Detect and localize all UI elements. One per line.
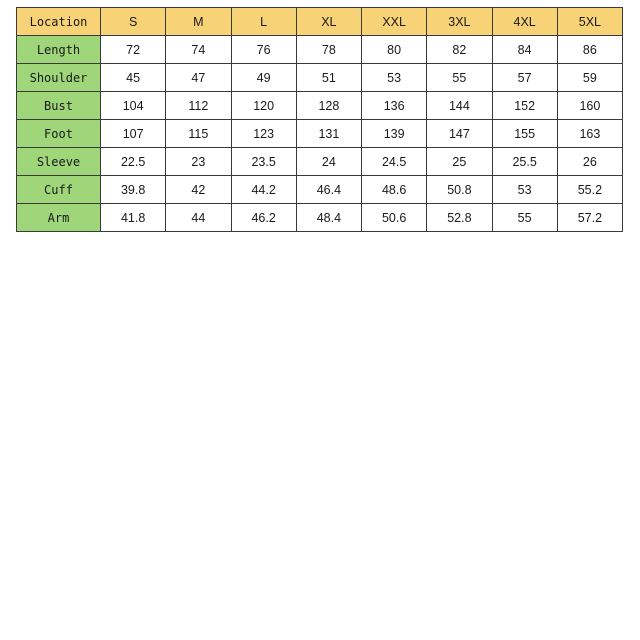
table-cell: 120	[231, 92, 296, 120]
table-cell: 48.6	[362, 176, 427, 204]
table-cell: 74	[166, 36, 231, 64]
table-cell: 39.8	[101, 176, 166, 204]
table-cell: 44	[166, 204, 231, 232]
table-cell: 23.5	[231, 148, 296, 176]
table-cell: 42	[166, 176, 231, 204]
table-cell: 49	[231, 64, 296, 92]
table-cell: 147	[427, 120, 492, 148]
size-header-row	[17, 8, 623, 36]
table-cell: 53	[492, 176, 557, 204]
row-label-sleeve: Sleeve	[17, 148, 101, 176]
table-row	[17, 64, 623, 92]
table-cell: 47	[166, 64, 231, 92]
table-cell: 144	[427, 92, 492, 120]
table-cell: 55	[492, 204, 557, 232]
table-cell: 160	[557, 92, 622, 120]
table-cell: 44.2	[231, 176, 296, 204]
table-cell: 46.4	[296, 176, 361, 204]
size-header-cell: M	[166, 8, 231, 36]
table-cell: 128	[296, 92, 361, 120]
row-label-cuff: Cuff	[17, 176, 101, 204]
table-cell: 25	[427, 148, 492, 176]
table-cell: 139	[362, 120, 427, 148]
table-cell: 50.8	[427, 176, 492, 204]
table-cell: 80	[362, 36, 427, 64]
table-cell: 52.8	[427, 204, 492, 232]
table-cell: 48.4	[296, 204, 361, 232]
row-label-length: Length	[17, 36, 101, 64]
table-cell: 26	[557, 148, 622, 176]
row-label-arm: Arm	[17, 204, 101, 232]
table-cell: 163	[557, 120, 622, 148]
table-cell: 25.5	[492, 148, 557, 176]
table-cell: 112	[166, 92, 231, 120]
location-header-cell: Location	[17, 8, 101, 36]
table-row	[17, 204, 623, 232]
table-cell: 82	[427, 36, 492, 64]
table-cell: 51	[296, 64, 361, 92]
row-label-shoulder: Shoulder	[17, 64, 101, 92]
table-cell: 152	[492, 92, 557, 120]
size-header-cell: XXL	[362, 8, 427, 36]
size-header-cell: XL	[296, 8, 361, 36]
size-header-cell: L	[231, 8, 296, 36]
table-cell: 131	[296, 120, 361, 148]
table-cell: 57.2	[557, 204, 622, 232]
table-cell: 107	[101, 120, 166, 148]
row-label-foot: Foot	[17, 120, 101, 148]
table-cell: 76	[231, 36, 296, 64]
table-row	[17, 92, 623, 120]
table-cell: 155	[492, 120, 557, 148]
table-cell: 115	[166, 120, 231, 148]
table-cell: 59	[557, 64, 622, 92]
size-header-cell: S	[101, 8, 166, 36]
table-cell: 24	[296, 148, 361, 176]
table-row	[17, 36, 623, 64]
table-cell: 50.6	[362, 204, 427, 232]
table-cell: 41.8	[101, 204, 166, 232]
row-label-bust: Bust	[17, 92, 101, 120]
size-header-cell: 5XL	[557, 8, 622, 36]
table-cell: 136	[362, 92, 427, 120]
table-row	[17, 176, 623, 204]
table-cell: 123	[231, 120, 296, 148]
table-cell: 22.5	[101, 148, 166, 176]
table-row	[17, 120, 623, 148]
table-cell: 78	[296, 36, 361, 64]
table-cell: 55	[427, 64, 492, 92]
table-row	[17, 148, 623, 176]
table-cell: 45	[101, 64, 166, 92]
table-cell: 104	[101, 92, 166, 120]
table-cell: 84	[492, 36, 557, 64]
table-cell: 57	[492, 64, 557, 92]
table-cell: 53	[362, 64, 427, 92]
table-cell: 23	[166, 148, 231, 176]
table-cell: 72	[101, 36, 166, 64]
size-chart-table	[16, 7, 623, 232]
size-header-cell: 4XL	[492, 8, 557, 36]
table-cell: 86	[557, 36, 622, 64]
size-header-cell: 3XL	[427, 8, 492, 36]
table-cell: 24.5	[362, 148, 427, 176]
table-cell: 46.2	[231, 204, 296, 232]
table-cell: 55.2	[557, 176, 622, 204]
